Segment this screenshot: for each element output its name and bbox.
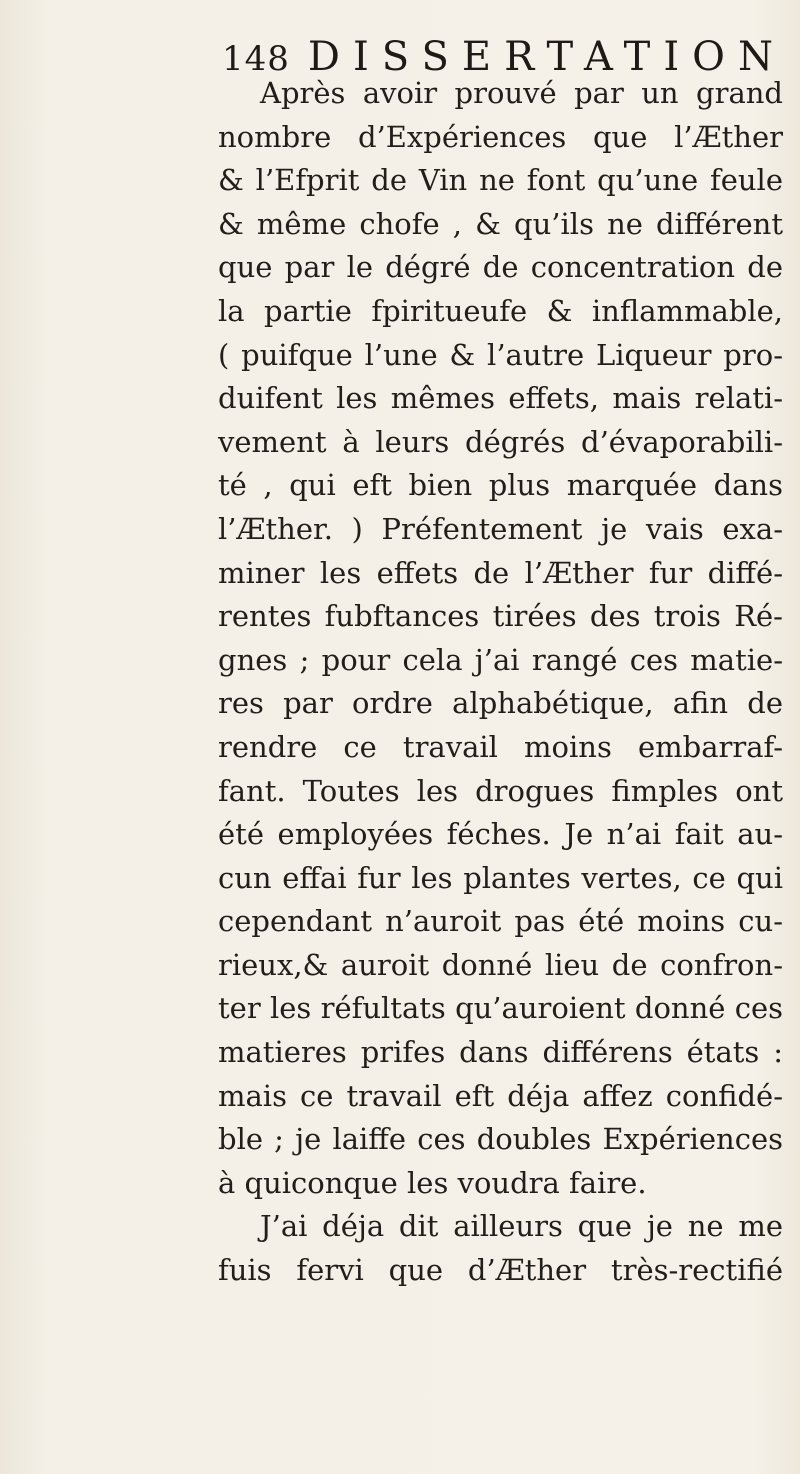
text-line: rentes fubftances tirées des trois Ré- bbox=[218, 599, 783, 634]
text-line: res par ordre alphabétique, afin de bbox=[218, 686, 783, 721]
text-line: & l’Efprit de Vin ne font qu’une feule bbox=[218, 163, 783, 198]
text-line: nombre d’Expériences que l’Æther bbox=[218, 119, 783, 154]
text-line: ble ; je laiffe ces doubles Expériences bbox=[218, 1122, 783, 1157]
text-line: gnes ; pour cela j’ai rangé ces matie- bbox=[218, 642, 783, 677]
text-line: miner les effets de l’Æther fur diffé- bbox=[218, 555, 783, 590]
page-number: 148 bbox=[222, 39, 290, 79]
body-text bbox=[218, 72, 783, 1293]
text-line: matieres prifes dans différens états : bbox=[218, 1035, 783, 1070]
text-line: la partie fpiritueufe & inflammable, bbox=[218, 293, 783, 328]
text-line: fant. Toutes les drogues fimples ont bbox=[218, 773, 783, 808]
text-line: rendre ce travail moins embarraf- bbox=[218, 729, 783, 764]
running-title: DISSERTATION bbox=[307, 34, 786, 80]
text-line: fuis fervi que d’Æther très-rectifié bbox=[218, 1253, 783, 1288]
text-line: que par le dégré de concentration de bbox=[218, 250, 783, 285]
text-line: rieux,& auroit donné lieu de confron- bbox=[218, 947, 783, 982]
text-line: J’ai déja dit ailleurs que je ne me bbox=[260, 1209, 783, 1244]
text-line: cun effai fur les plantes vertes, ce qui bbox=[218, 860, 783, 895]
text-line: cependant n’auroit pas été moins cu- bbox=[218, 904, 783, 939]
text-line: Après avoir prouvé par un grand bbox=[260, 76, 783, 110]
text-line: duifent les mêmes effets, mais relati- bbox=[218, 381, 783, 416]
text-line: vement à leurs dégrés d’évaporabili- bbox=[218, 424, 783, 459]
text-line: ter les réfultats qu’auroient donné ces bbox=[218, 991, 783, 1026]
text-line: mais ce travail eft déja affez confidé- bbox=[218, 1078, 783, 1113]
text-line: à quiconque les voudra faire. bbox=[218, 1165, 647, 1200]
text-line: été employées féches. Je n’ai fait au- bbox=[218, 817, 783, 852]
text-line: & même chofe , & qu’ils ne différent bbox=[218, 206, 783, 241]
text-line: l’Æther. ) Préfentement je vais exa- bbox=[218, 511, 783, 546]
text-line: té , qui eft bien plus marquée dans bbox=[218, 468, 783, 503]
text-line: ( puifque l’une & l’autre Liqueur pro- bbox=[218, 337, 783, 372]
